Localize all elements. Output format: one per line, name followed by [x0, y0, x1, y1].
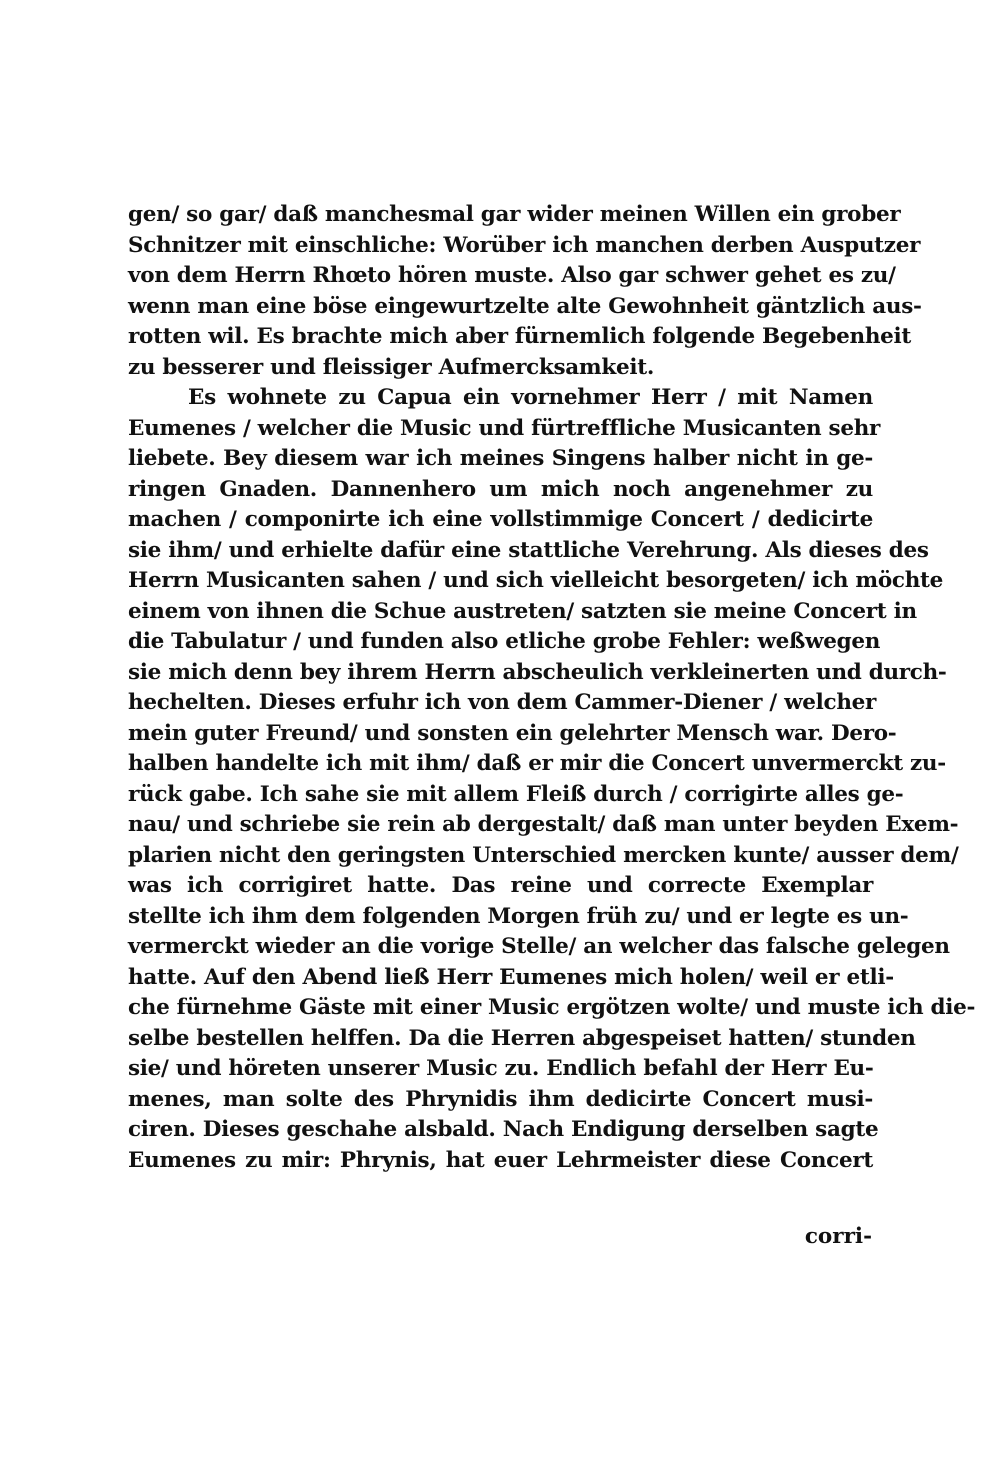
text-line: hatte. Auf den Abend ließ Herr Eumenes mich holen/ weil er etli- [128, 964, 894, 990]
text-line: ringen Gnaden. Dannenhero um mich noch angenehmer zu [128, 476, 873, 502]
text-line: rück gabe. Ich sahe sie mit allem Fleiß durch / corrigirte alles ge- [128, 781, 904, 807]
text-line: vermerckt wieder an die vorige Stelle/ an welcher das falsche gelegen [128, 934, 950, 959]
text-line: rotten wil. Es brachte mich aber fürnemlich folgende Begebenheit [128, 324, 912, 349]
text-line: halben handelte ich mit ihm/ daß er mir die Concert unvermerckt zu- [128, 751, 946, 776]
text-line: mein guter Freund/ und sonsten ein gelehrter Mensch war. Dero- [128, 720, 897, 746]
text-line: einem von ihnen die Schue austreten/ satzten sie meine Concert in [128, 598, 917, 624]
text-line: stellte ich ihm dem folgenden Morgen früh zu/ und er legte es un- [128, 903, 909, 929]
text-line: Eumenes zu mir: Phrynis, hat euer Lehrmeister diese Concert [128, 1147, 873, 1173]
text-line: Herrn Musicanten sahen / und sich vielleicht besorgeten/ ich möchte [128, 568, 944, 593]
text-line: die Tabulatur / und funden also etliche grobe Fehler: weßwegen [128, 629, 881, 654]
text-line: selbe bestellen helffen. Da die Herren abgespeiset hatten/ stunden [128, 1025, 916, 1051]
text-line: wenn man eine böse eingewurtzelte alte Gewohnheit gäntzlich aus- [128, 293, 922, 319]
text-line: hechelten. Dieses erfuhr ich von dem Cammer-Diener / welcher [128, 690, 877, 715]
text-line: sie mich denn bey ihrem Herrn abscheulich verkleinerten und durch- [128, 659, 947, 685]
text-line: sie ihm/ und erhielte dafür eine stattliche Verehrung. Als dieses des [128, 537, 929, 563]
text-line: was ich corrigiret hatte. Das reine und correcte Exemplar [128, 873, 873, 898]
catchword: corri- [804, 1224, 872, 1249]
text-line: gen/ so gar/ daß manchesmal gar wider meinen Willen ein grober [128, 202, 901, 227]
text-line: ciren. Dieses geschahe alsbald. Nach Endigung derselben sagte [128, 1117, 879, 1142]
paragraph-start-line: Es wohnete zu Capua ein vornehmer Herr / mit Namen [188, 385, 873, 410]
text-line: machen / componirte ich eine vollstimmige Concert / dedicirte [128, 507, 873, 532]
page-text-block [128, 200, 976, 1176]
text-line: von dem Herrn Rhœto hören muste. Also gar schwer gehet es zu/ [128, 263, 896, 288]
text-line: che fürnehme Gäste mit einer Music ergötzen wolte/ und muste ich die- [128, 995, 976, 1020]
text-line: Eumenes / welcher die Music und fürtreffliche Musicanten sehr [128, 415, 881, 441]
text-line: liebete. Bey diesem war ich meines Singens halber nicht in ge- [128, 446, 873, 471]
text-line: Schnitzer mit einschliche: Worüber ich manchen derben Ausputzer [128, 232, 921, 258]
paragraph-end-line: zu besserer und fleissiger Aufmercksamkeit. [128, 354, 655, 380]
text-line: menes, man solte des Phrynidis ihm dedicirte Concert musi- [128, 1086, 873, 1112]
text-line: sie/ und höreten unserer Music zu. Endlich befahl der Herr Eu- [128, 1056, 874, 1081]
text-line: nau/ und schriebe sie rein ab dergestalt/ daß man unter beyden Exem- [128, 812, 959, 837]
text-line: plarien nicht den geringsten Unterschied mercken kunte/ ausser dem/ [128, 842, 959, 868]
